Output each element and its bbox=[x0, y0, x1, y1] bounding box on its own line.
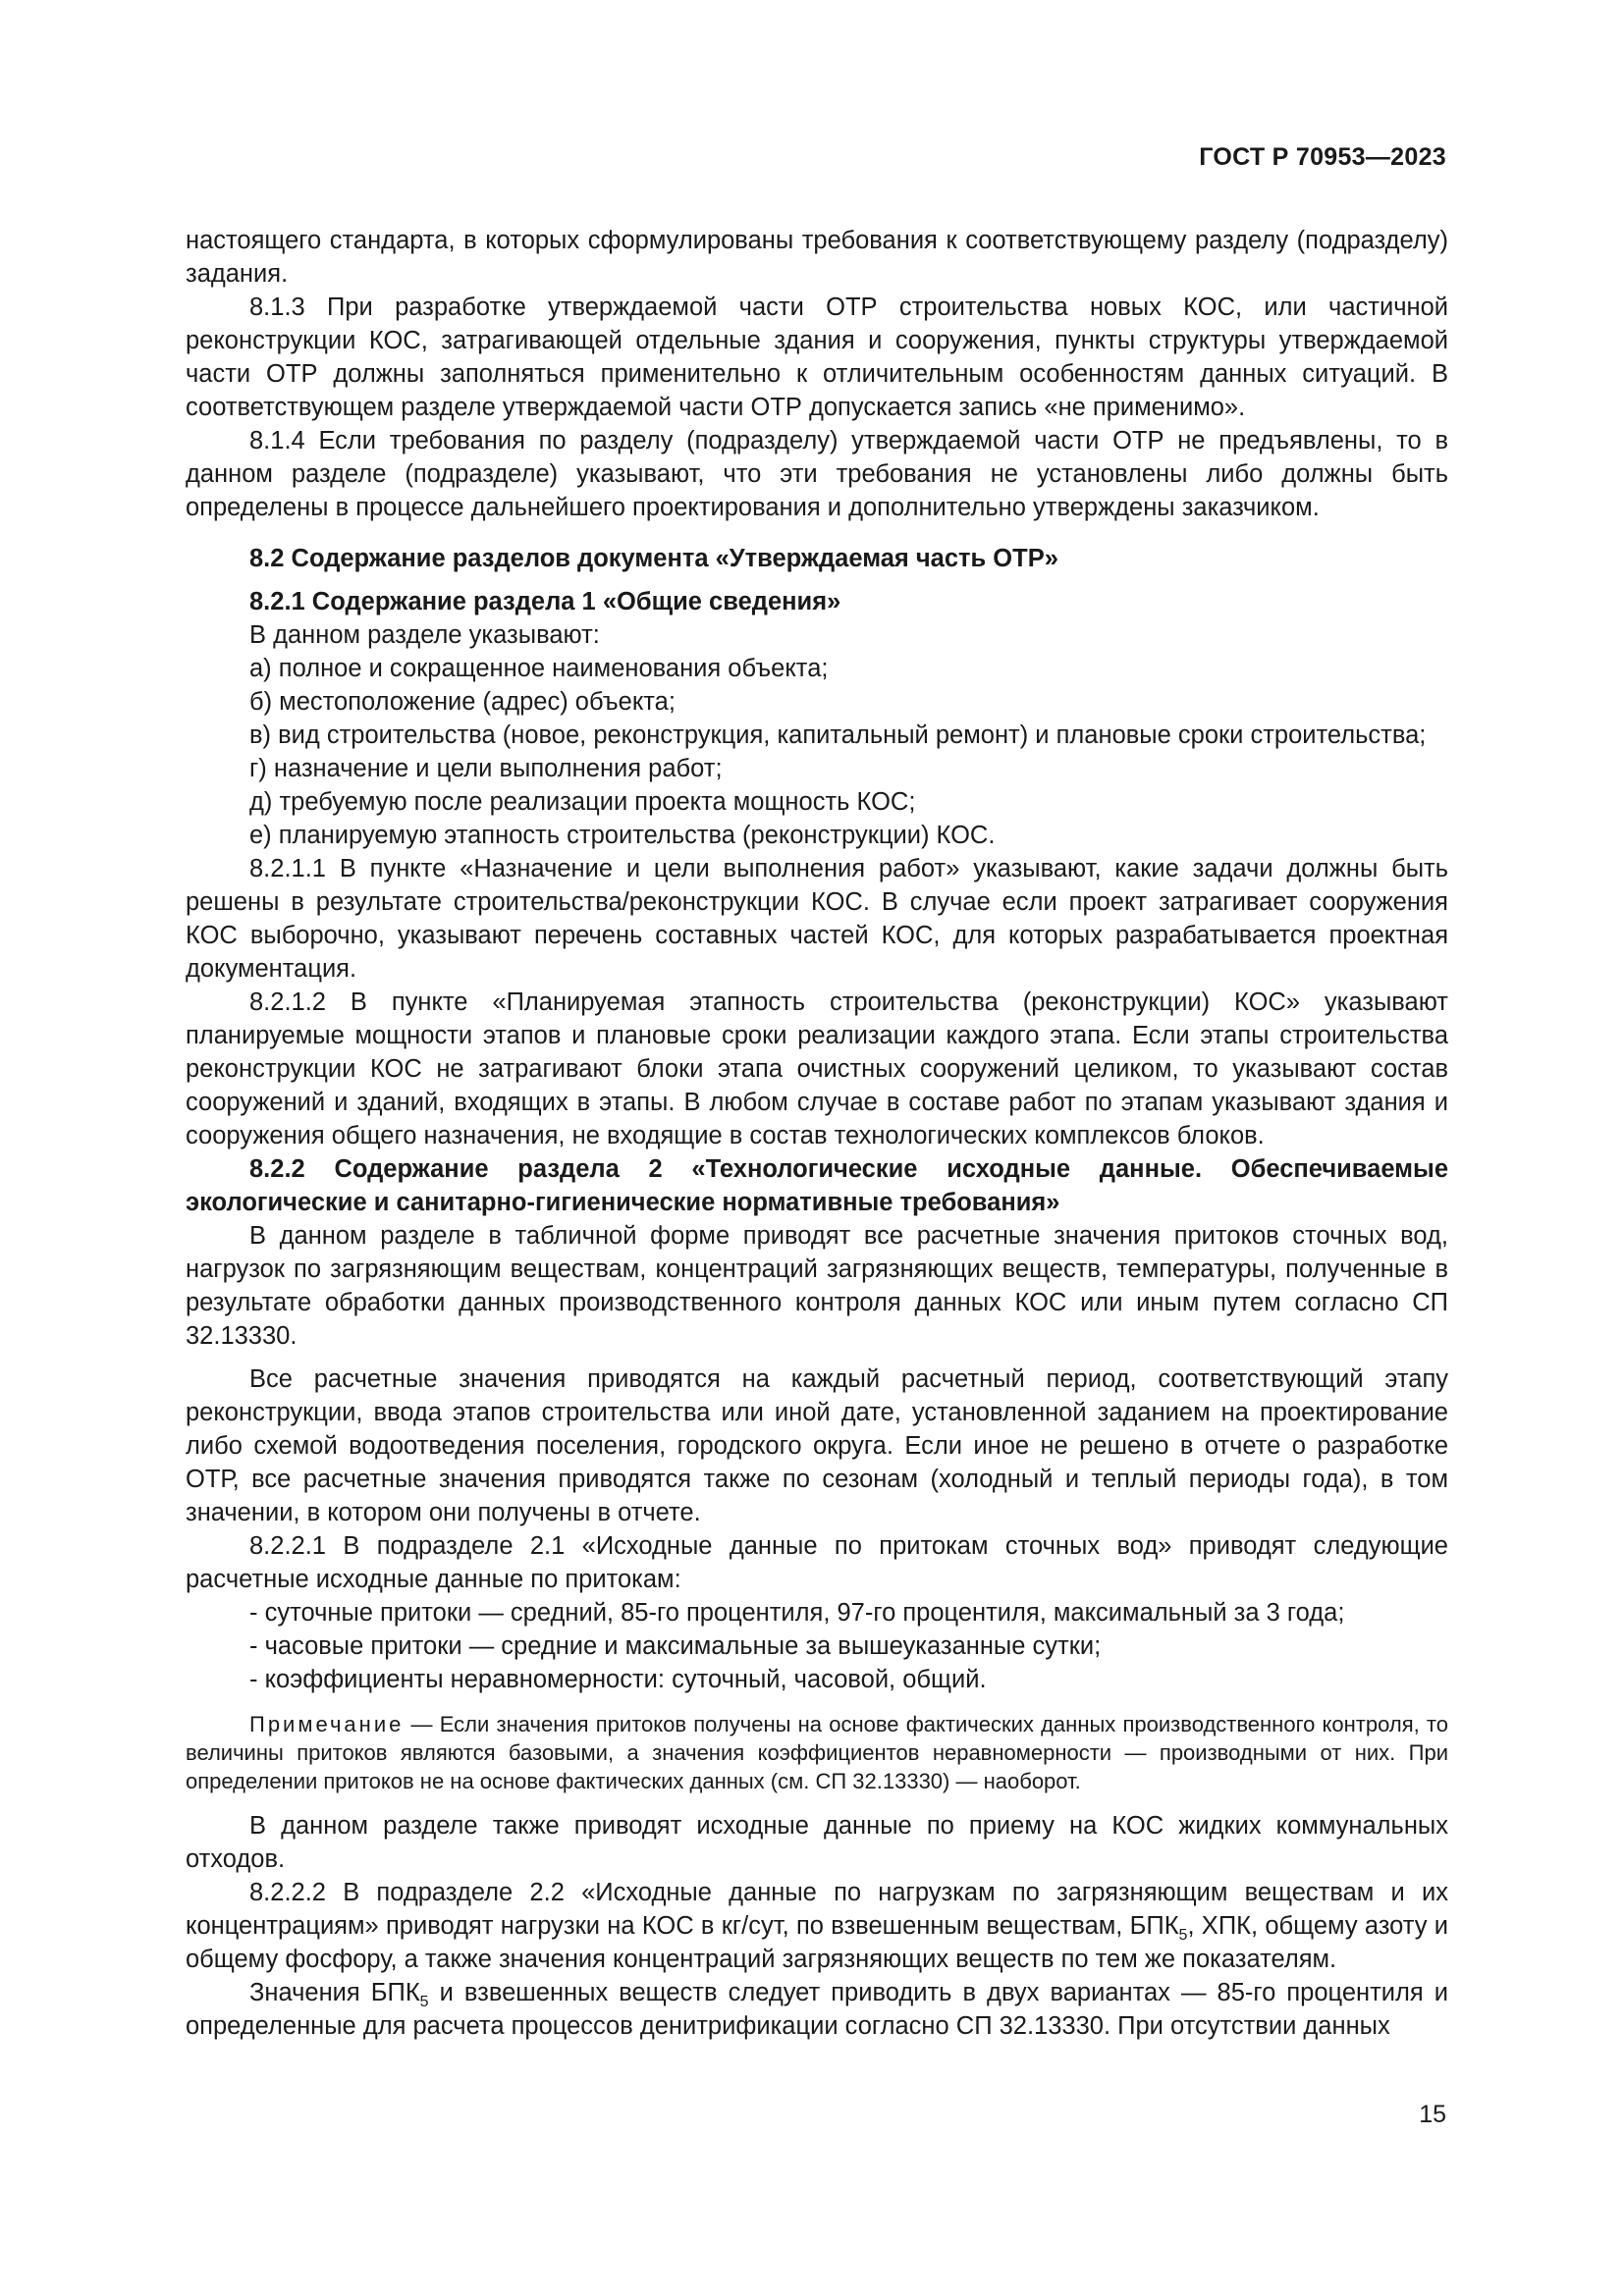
paragraph-part: Значения БПК bbox=[249, 1979, 420, 2006]
section-heading-8-2-1: 8.2.1 Содержание раздела 1 «Общие сведения» bbox=[249, 588, 841, 615]
section-heading-8-2-2: 8.2.2 Содержание раздела 2 «Технологические исходные данные. Обеспечиваемые экологические и санитарно-гигиенические нормативные требования» bbox=[186, 1155, 1448, 1216]
paragraph: 8.2.1.2 В пункте «Планируемая этапность строительства (реконструкции) КОС» указывают планируемые мощности этапов и плановые сроки реализации каждого этапа. Если этапы строительства реконструкции КОС не затрагивают блоки этапа очистных сооружений целиком, то указывают состав сооружений и зданий, входящих в этапы. В любом случае в составе работ по этапам указывают здания и сооружения общего назначения, не входящие в состав технологических комплексов блоков. bbox=[186, 988, 1448, 1149]
list-item: е) планируемую этапность строительства (реконструкции) КОС. bbox=[249, 822, 996, 849]
subscript: 5 bbox=[1178, 1927, 1188, 1945]
paragraph: 8.1.4 Если требования по разделу (подразделу) утверждаемой части ОТР не предъявлены, то в данном разделе (подразделе) указывают, что эти требования не установлены либо должны быть определены в процессе дальнейшего проектирования и дополнительно утверждены заказчиком. bbox=[186, 427, 1448, 521]
note bbox=[186, 1710, 1448, 1795]
list-item: в) вид строительства (новое, реконструкция, капитальный ремонт) и плановые сроки строительства; bbox=[249, 721, 1427, 749]
note-label: Примечание bbox=[249, 1712, 405, 1736]
paragraph bbox=[186, 1976, 1448, 2043]
note-text: — Если значения притоков получены на основе фактических данных производственного контроля, то величины притоков являются базовыми, а значения коэффициентов неравномерности — производными от них. При определении притоков не на основе фактических данных (см. СП 32.13330) — наоборот. bbox=[186, 1712, 1448, 1793]
paragraph: В данном разделе указывают: bbox=[249, 621, 600, 649]
list-item: д) требуемую после реализации проекта мощность КОС; bbox=[249, 788, 916, 816]
standard-code-header: ГОСТ Р 70953—2023 bbox=[1199, 143, 1446, 171]
paragraph-part: , ХПК, общему азоту и общему фосфору, а также значения концентраций загрязняющих веществ по тем же показателям. bbox=[186, 1912, 1448, 1973]
paragraph: настоящего стандарта, в которых сформулированы требования к соответствующему разделу (подразделу) задания. bbox=[186, 227, 1448, 288]
paragraph-part: и взвешенных веществ следует приводить в двух вариантах — 85-го процентиля и определенные для расчета процессов денитрификации согласно СП 32.13330. При отсутствии данных bbox=[186, 1979, 1448, 2040]
paragraph: Все расчетные значения приводятся на каждый расчетный период, соответствующий этапу реконструкции, ввода этапов строительства или иной дате, установленной заданием на проектирование либо схемой водоотведения поселения, городского округа. Если иное не решено в отчете о разработке ОТР, все расчетные значения приводятся также по сезонам (холодный и теплый периоды года), в том значении, в котором они получены в отчете. bbox=[186, 1365, 1448, 1526]
paragraph: 8.1.3 При разработке утверждаемой части ОТР строительства новых КОС, или частичной реконструкции КОС, затрагивающей отдельные здания и сооружения, пункты структуры утверждаемой части ОТР должны заполняться применительно к отличительным особенностям данных ситуаций. В соответствующем разделе утверждаемой части ОТР допускается запись «не применимо». bbox=[186, 294, 1448, 421]
subscript: 5 bbox=[419, 1994, 429, 2011]
list-item: б) местоположение (адрес) объекта; bbox=[249, 688, 676, 716]
list-item: - часовые притоки — средние и максимальные за вышеуказанные сутки; bbox=[249, 1632, 1102, 1660]
section-heading-8-2: 8.2 Содержание разделов документа «Утверждаемая часть ОТР» bbox=[249, 545, 1058, 572]
list-item: а) полное и сокращенное наименования объекта; bbox=[249, 655, 829, 682]
paragraph bbox=[186, 1876, 1448, 1976]
paragraph: 8.2.2.1 В подразделе 2.1 «Исходные данные по притокам сточных вод» приводят следующие расчетные исходные данные по притокам: bbox=[186, 1532, 1448, 1593]
page-number: 15 bbox=[1419, 2101, 1446, 2128]
list-item: г) назначение и цели выполнения работ; bbox=[249, 755, 723, 782]
paragraph-part: 8.2.2.2 В подразделе 2.2 «Исходные данные по нагрузкам по загрязняющим веществам и их концентрациям» приводят нагрузки на КОС в кг/сут, по взвешенным веществам, БПК bbox=[186, 1879, 1448, 1940]
list-item: - коэффициенты неравномерности: суточный, часовой, общий. bbox=[249, 1666, 987, 1693]
document-body bbox=[186, 224, 1448, 2043]
paragraph: В данном разделе также приводят исходные данные по приему на КОС жидких коммунальных отходов. bbox=[186, 1812, 1448, 1873]
paragraph: В данном разделе в табличной форме приводят все расчетные значения притоков сточных вод, нагрузок по загрязняющим веществам, концентраций загрязняющих веществ, температуры, полученные в результате обработки данных производственного контроля данных КОС или иным путем согласно СП 32.13330. bbox=[186, 1222, 1448, 1350]
paragraph: 8.2.1.1 В пункте «Назначение и цели выполнения работ» указывают, какие задачи должны быть решены в результате строительства/реконструкции КОС. В случае если проект затрагивает сооружения КОС выборочно, указывают перечень составных частей КОС, для которых разрабатывается проектная документация. bbox=[186, 855, 1448, 983]
list-item: - суточные притоки — средний, 85-го процентиля, 97-го процентиля, максимальный за 3 года; bbox=[249, 1599, 1345, 1627]
